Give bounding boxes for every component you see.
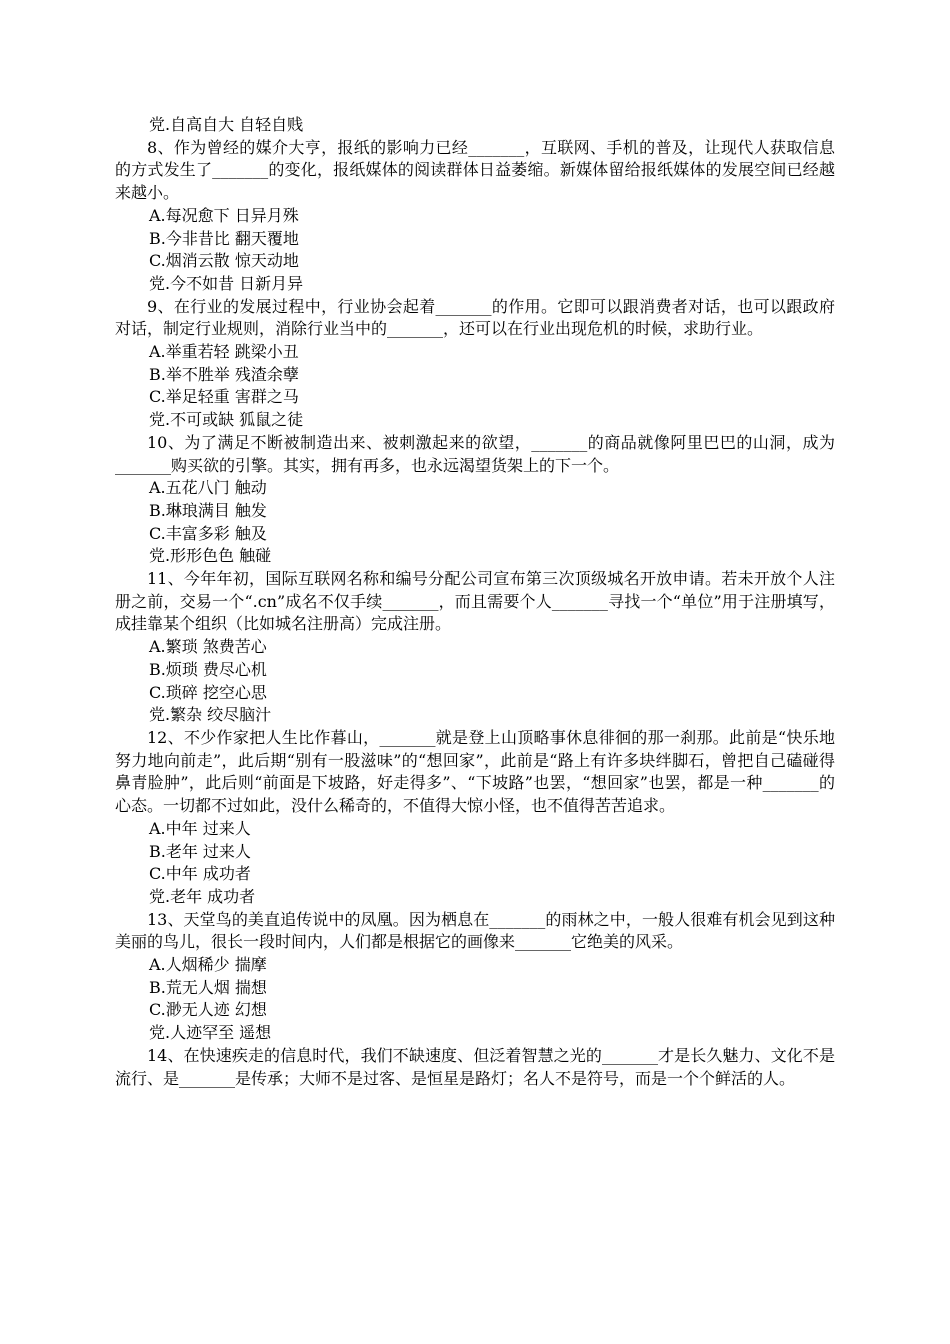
option-b-q10: B.琳琅满目 触发 <box>149 500 267 520</box>
option-d-q10: 党.形形色色 触碰 <box>149 546 272 566</box>
option-d-q13: 党.人迹罕至 遥想 <box>149 1023 272 1043</box>
option-c-q8: C.烟消云散 惊天动地 <box>149 251 299 271</box>
document-page <box>115 114 835 1090</box>
option-c-q11: C.琐碎 挖空心思 <box>149 682 267 702</box>
option-a-q12: A.中年 过来人 <box>149 818 251 838</box>
option-a-q8: A.每况愈下 日异月殊 <box>149 205 299 225</box>
option-d-q8: 党.今不如昔 日新月异 <box>149 273 304 293</box>
option-d-q7: 党.自高自大 自轻自贱 <box>149 115 304 134</box>
option-a-q9: A.举重若轻 跳梁小丑 <box>149 342 299 362</box>
option-a-q10: A.五花八门 触动 <box>149 478 267 498</box>
option-b-q11: B.烦琐 费尽心机 <box>149 659 267 679</box>
option-d-q9: 党.不可或缺 狐鼠之徒 <box>149 410 304 430</box>
option-b-q13: B.荒无人烟 揣想 <box>149 977 267 997</box>
option-a-q13: A.人烟稀少 揣摩 <box>149 955 267 975</box>
question-10: 10、为了满足不断被制造出来、被刺激起来的欲望，_______的商品就像阿里巴巴的山洞，成为_______购买欲的引擎。其实，拥有再多，也永远渴望货架上的下一个。 <box>115 432 835 475</box>
option-c-q12: C.中年 成功者 <box>149 864 251 884</box>
option-c-q13: C.渺无人迹 幻想 <box>149 1000 267 1020</box>
question-8: 8、作为曾经的媒介大亨，报纸的影响力已经_______，互联网、手机的普及，让现代人获取信息的方式发生了_______的变化，报纸媒体的阅读群体日益萎缩。新媒体留给报纸媒体的发展空间已经越来越小。 <box>115 137 835 203</box>
option-b-q8: B.今非昔比 翻天覆地 <box>149 228 299 248</box>
question-9: 9、在行业的发展过程中，行业协会起着_______的作用。它即可以跟消费者对话，也可以跟政府对话，制定行业规则，消除行业当中的_______，还可以在行业出现危机的时候，求助行业。 <box>115 296 835 339</box>
question-11: 11、今年年初，国际互联网名称和编号分配公司宣布第三次顶级城名开放申请。若未开放个人注册之前，交易一个“.cn”成名不仅手续_______，而且需要个人_______寻找一个“单位”用于注册填写，成挂靠某个组织（比如城名注册高）完成注册。 <box>115 569 835 634</box>
option-c-q9: C.举足轻重 害群之马 <box>149 387 299 407</box>
option-a-q11: A.繁琐 煞费苦心 <box>149 637 267 657</box>
question-14: 14、在快速疾走的信息时代，我们不缺速度、但泛着智慧之光的_______才是长久魅力、文化不是流行、是_______是传承；大师不是过客、是恒星是路灯；名人不是符号，而是一个个鲜活的人。 <box>115 1045 835 1088</box>
option-c-q10: C.丰富多彩 触及 <box>149 523 267 543</box>
option-d-q11: 党.繁杂 绞尽脑汁 <box>149 705 272 725</box>
question-12: 12、不少作家把人生比作暮山，_______就是登上山顶略事休息徘徊的那一刹那。此前是“快乐地努力地向前走”，此后期“别有一股滋味”的“想回家”，此前是“路上有许多块绊脚石，曾把自己磕碰得鼻青脸肿”，此后则“前面是下坡路，好走得多”、“下坡路”也罢，“想回家”也罢，都是一种_______的心态。一切都不过如此，没什么稀奇的，不值得大惊小怪，也不值得苦苦追求。 <box>115 727 835 816</box>
option-b-q12: B.老年 过来人 <box>149 841 251 861</box>
option-d-q12: 党.老年 成功者 <box>149 886 256 906</box>
question-13: 13、天堂鸟的美直追传说中的凤凰。因为栖息在_______的雨林之中，一般人很难有机会见到这种美丽的鸟儿，很长一段时间内，人们都是根据它的画像来_______它绝美的风采。 <box>115 909 835 952</box>
option-b-q9: B.举不胜举 残渣余孽 <box>149 364 299 384</box>
